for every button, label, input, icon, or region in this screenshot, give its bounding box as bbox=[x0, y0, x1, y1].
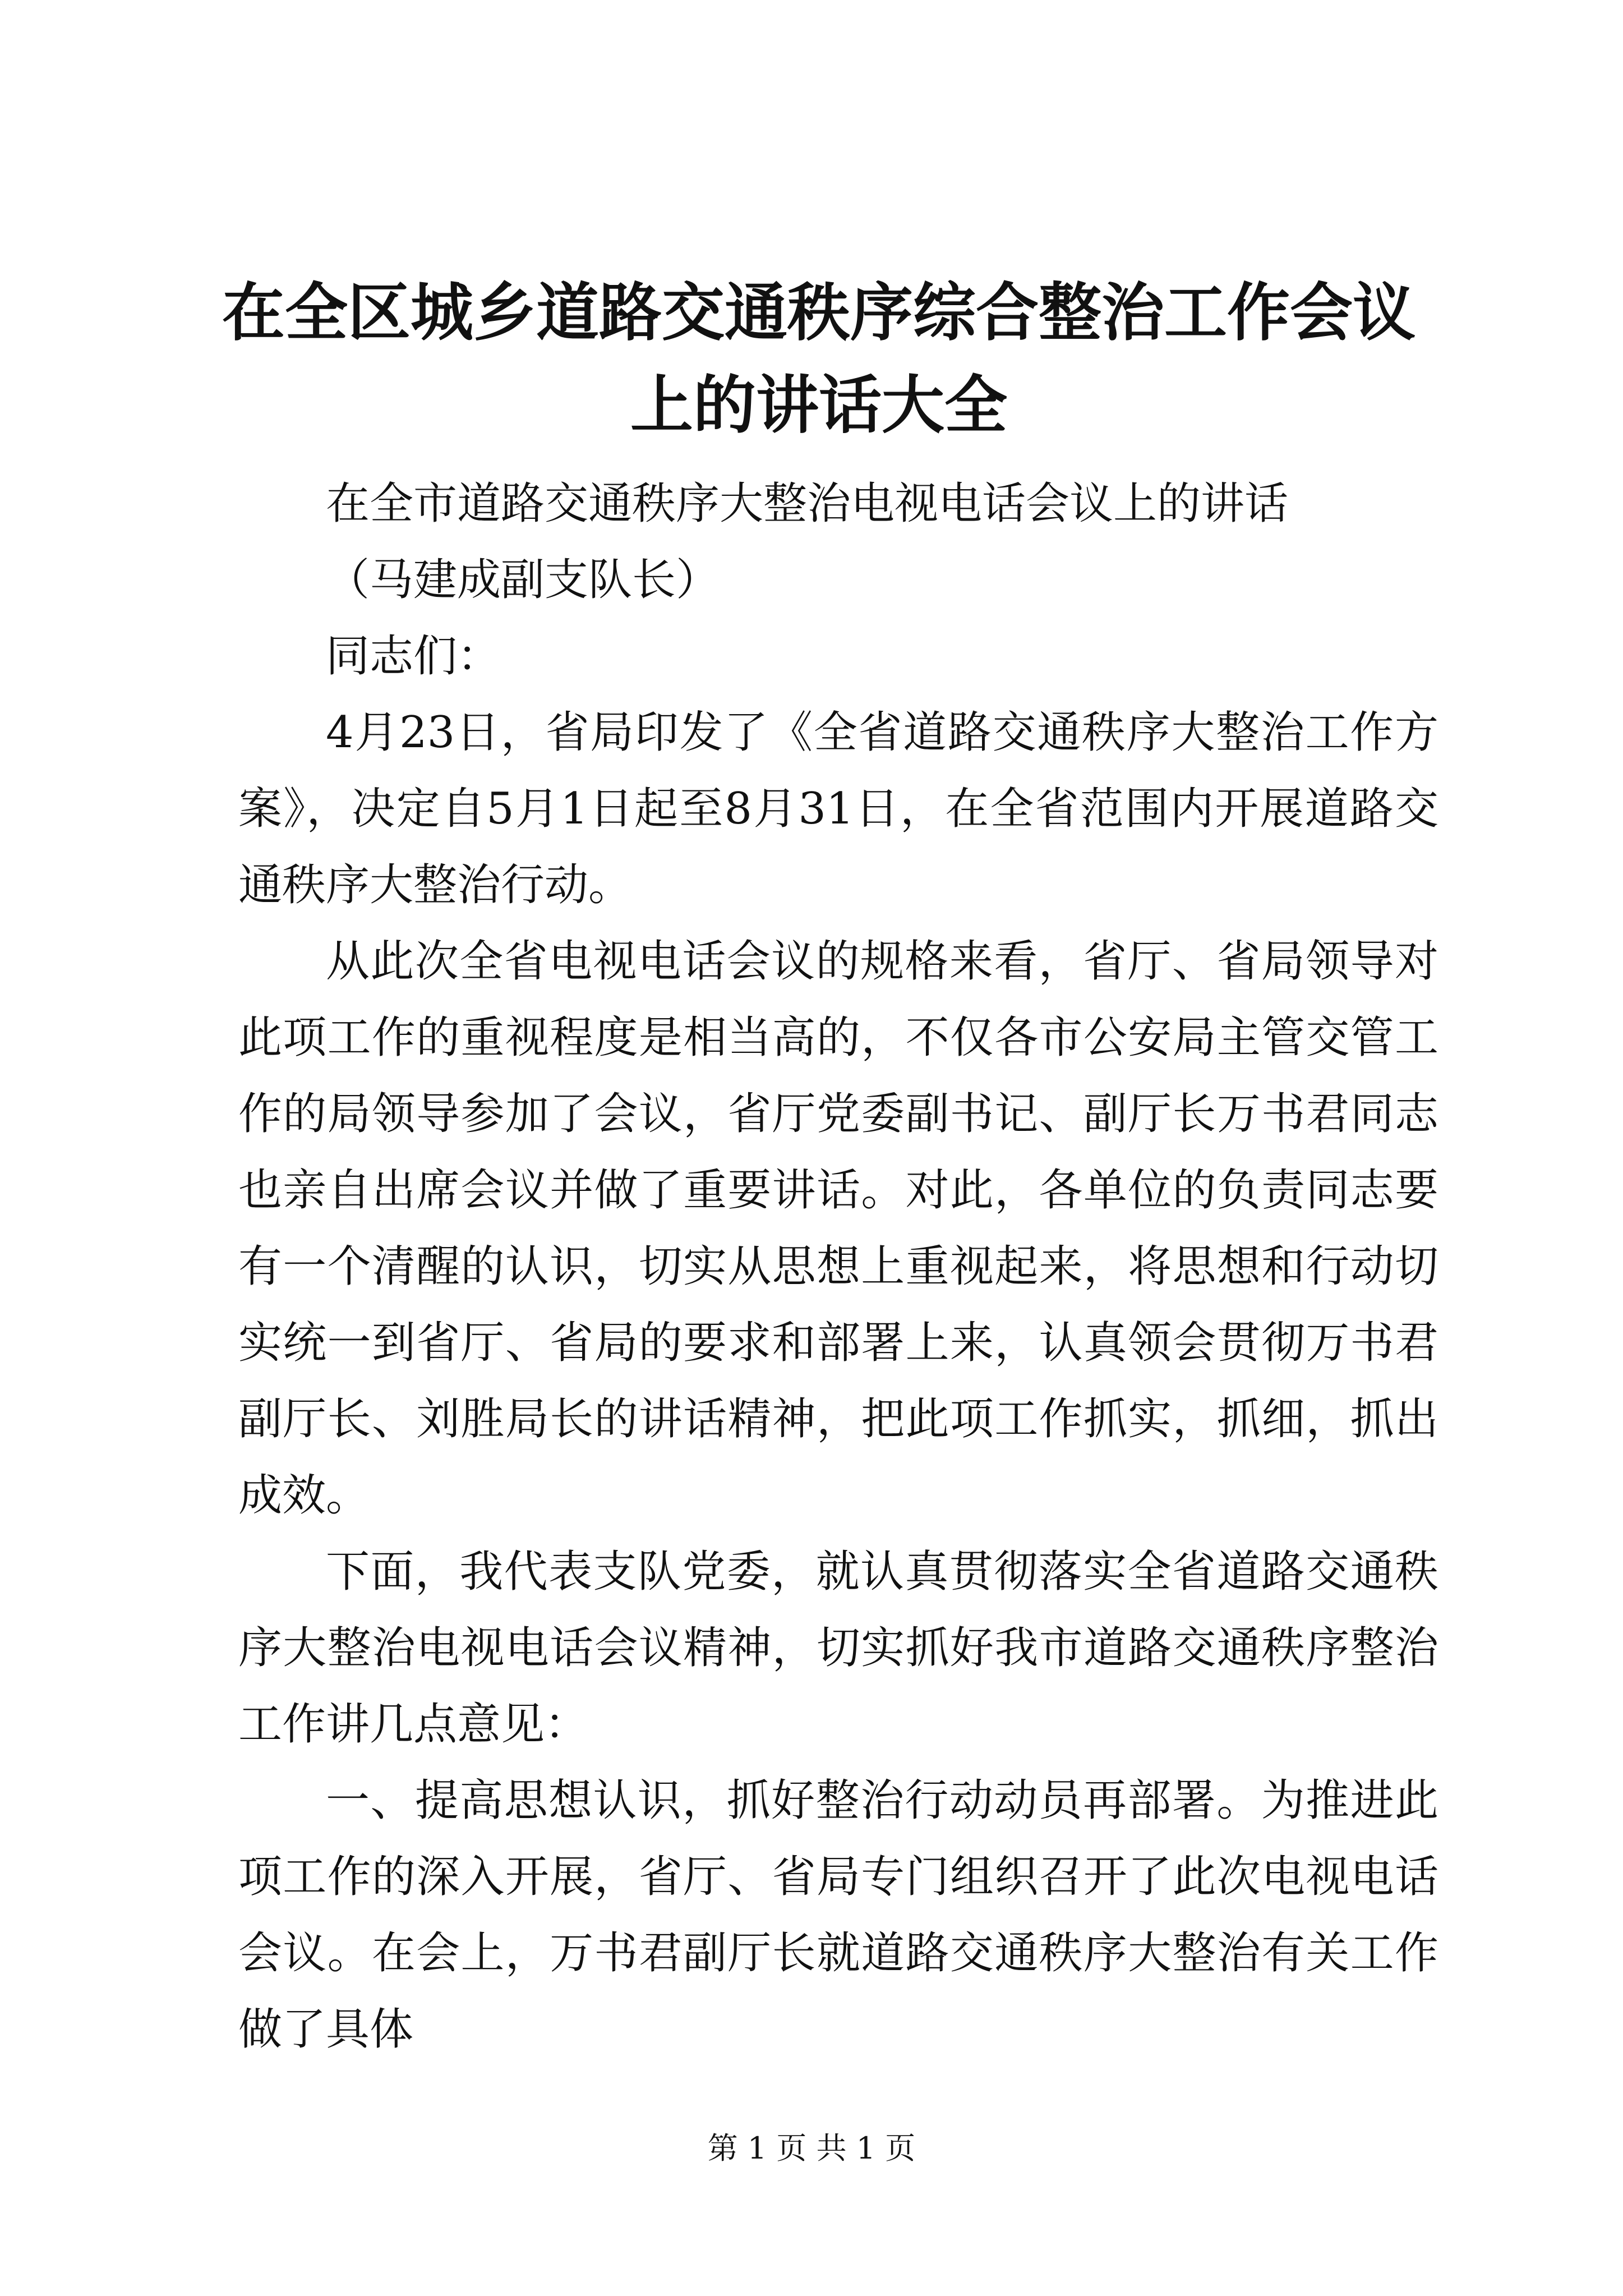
paragraph-2: 从此次全省电视电话会议的规格来看，省厅、省局领导对此项工作的重视程度是相当高的，不仅各市公安局主管交管工作的局领导参加了会议，省厅党委副书记、副厅长万书君同志也亲自出席会议并做了重要讲话。对此，各单位的负责同志要有一个清醒的认识，切实从思想上重视起来，将思想和行动切实统一到省厅、省局的要求和部署上来，认真领会贯彻万书君副厅长、刘胜局长的讲话精神，把此项工作抓实，抓细，抓出成效。 bbox=[238, 936, 1438, 1521]
paragraph-1: 4月23日，省局印发了《全省道路交通秩序大整治工作方案》，决定自5月1日起至8月31日，在全省范围内开展道路交通秩序大整治行动。 bbox=[238, 707, 1438, 910]
document-body bbox=[238, 466, 1438, 2068]
document-title: 在全区城乡道路交通秩序综合整治工作会议上的讲话大全 bbox=[222, 276, 1415, 442]
salutation: 同志们： bbox=[326, 631, 501, 682]
paragraph-4: 一、提高思想认识，抓好整治行动动员再部署。为推进此项工作的深入开展，省厅、省局专门组织召开了此次电视电话会议。在会上，万书君副厅长就道路交通秩序大整治有关工作做了具体 bbox=[238, 1775, 1438, 2055]
speaker-line: （马建成副支队长） bbox=[326, 555, 720, 605]
page-footer: 第 1 页 共 1 页 bbox=[707, 2131, 916, 2166]
paragraph-3: 下面，我代表支队党委，就认真贯彻落实全省道路交通秩序大整治电视电话会议精神，切实抓好我市道路交通秩序整治工作讲几点意见： bbox=[238, 1547, 1438, 1750]
speech-subtitle: 在全市道路交通秩序大整治电视电话会议上的讲话 bbox=[326, 478, 1289, 529]
